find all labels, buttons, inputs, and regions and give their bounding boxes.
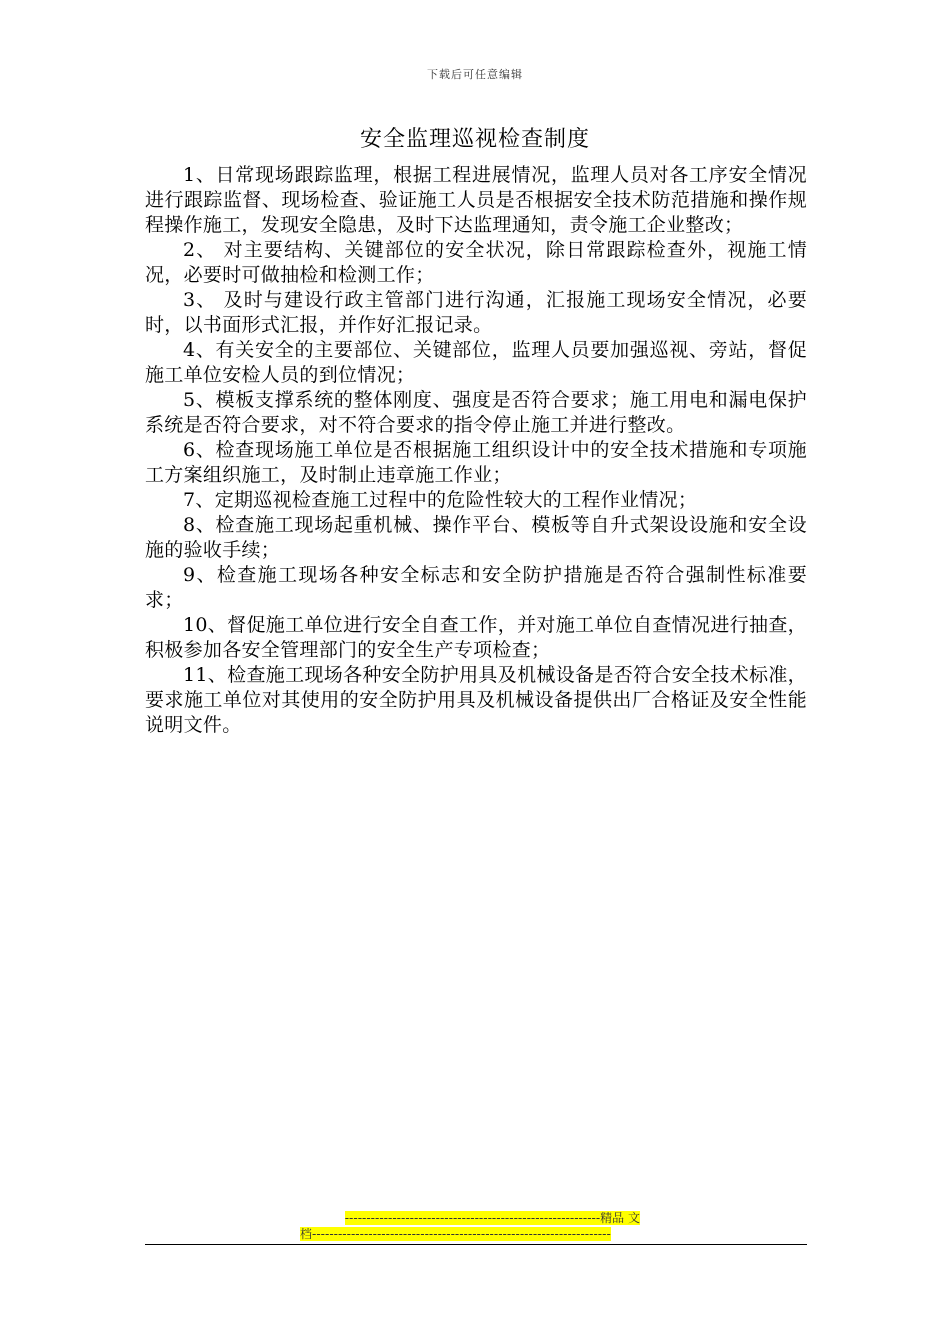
footer-line-1: -----------------------------------------------------------精品 文 <box>344 1211 640 1225</box>
paragraph-3: 3、 及时与建设行政主管部门进行沟通，汇报施工现场安全情况，必要时，以书面形式汇报，并作好汇报记录。 <box>145 289 807 336</box>
paragraph-2: 2、 对主要结构、关键部位的安全状况，除日常跟踪检查外，视施工情况，必要时可做抽检和检测工作； <box>145 239 807 286</box>
document-title: 安全监理巡视检查制度 <box>359 127 590 152</box>
paragraph-6: 6、检查现场施工单位是否根据施工组织设计中的安全技术措施和专项施工方案组织施工，及时制止违章施工作业； <box>145 439 807 486</box>
paragraph-11: 11、检查施工现场各种安全防护用具及机械设备是否符合安全技术标准，要求施工单位对其使用的安全防护用具及机械设备提供出厂合格证及安全性能说明文件。 <box>145 664 807 736</box>
paragraph-1: 1、日常现场跟踪监理，根据工程进展情况，监理人员对各工序安全情况进行跟踪监督、现场检查、验证施工人员是否根据安全技术防范措施和操作规程操作施工，发现安全隐患，及时下达监理通知，责令施工企业整改； <box>145 164 807 236</box>
paragraph-8: 8、检查施工现场起重机械、操作平台、模板等自升式架设设施和安全设施的验收手续； <box>145 514 807 561</box>
footer-watermark <box>300 1210 650 1242</box>
paragraph-10: 10、督促施工单位进行安全自查工作，并对施工单位自查情况进行抽查，积极参加各安全管理部门的安全生产专项检查； <box>145 614 807 661</box>
footer-divider <box>145 1244 807 1245</box>
document-body <box>145 163 807 738</box>
page-header: 下载后可任意编辑 <box>427 68 523 81</box>
paragraph-7: 7、定期巡视检查施工过程中的危险性较大的工程作业情况； <box>183 489 698 511</box>
paragraph-5: 5、模板支撑系统的整体刚度、强度是否符合要求；施工用电和漏电保护系统是否符合要求，对不符合要求的指令停止施工并进行整改。 <box>145 389 807 436</box>
paragraph-9: 9、检查施工现场各种安全标志和安全防护措施是否符合强制性标准要求； <box>145 564 807 611</box>
footer-line-2: 档--------------------------------------------------------------------- <box>300 1227 611 1241</box>
paragraph-4: 4、有关安全的主要部位、关键部位，监理人员要加强巡视、旁站，督促施工单位安检人员的到位情况； <box>145 339 807 386</box>
